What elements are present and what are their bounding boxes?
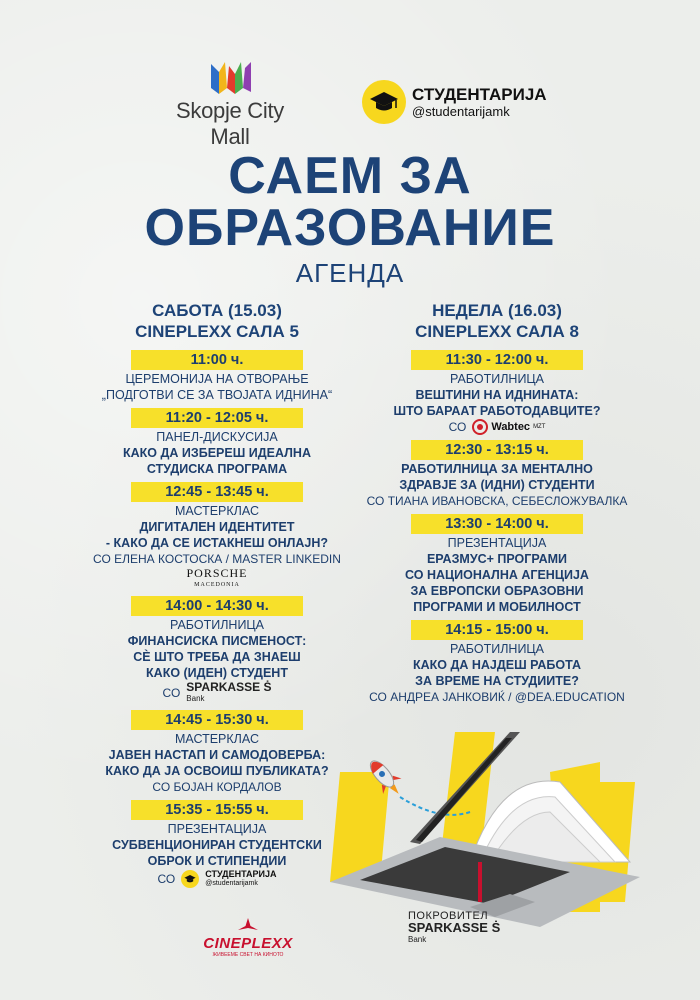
session-item — [352, 440, 642, 509]
session-time: 11:30 - 12:00 ч. — [411, 350, 583, 370]
with-prefix: СО — [448, 420, 467, 434]
venue-label: CINEPLEXX САЛА 5 — [135, 322, 299, 341]
wabtec-logo — [472, 419, 545, 435]
session-type: МАСТЕРКЛАС — [175, 732, 259, 746]
mall-name: Skopje City Mall — [176, 98, 284, 149]
session-title: ШТО БАРААТ РАБОТОДАВЦИТЕ? — [393, 404, 601, 418]
session-type: МАСТЕРКЛАС — [175, 504, 259, 518]
session-title: КАКО ДА НАЈДЕШ РАБОТА — [412, 658, 582, 672]
session-title: КАКО (ИДЕН) СТУДЕНТ — [146, 666, 288, 680]
logo-text: СТУДЕНТАРИЈА — [205, 869, 277, 879]
session-speaker: СО БОЈАН КОРДАЛОВ — [152, 780, 282, 794]
session-item — [352, 620, 642, 705]
porsche-macedonia-logo — [92, 567, 342, 591]
session-title: КАКО ДА ИЗБЕРЕШ ИДЕАЛНА — [123, 446, 311, 460]
sparkasse-logo-row — [92, 681, 342, 705]
logo-text: SPARKASSE — [186, 680, 261, 694]
session-time: 12:45 - 13:45 ч. — [131, 482, 303, 502]
day-column-saturday — [92, 300, 342, 894]
laptop-book-illustration — [320, 712, 650, 932]
session-time: 14:45 - 15:30 ч. — [131, 710, 303, 730]
session-item — [352, 350, 642, 435]
session-type: РАБОТИЛНИЦА — [169, 618, 265, 632]
with-prefix: СО — [162, 686, 181, 700]
cineplexx-star-icon — [236, 918, 260, 930]
logo-text: SPARKASSE — [408, 920, 488, 935]
cineplexx-text: CINEPLEXX — [203, 935, 293, 952]
session-item — [92, 710, 342, 795]
session-item — [92, 800, 342, 889]
session-type: РАБОТИЛНИЦА — [449, 642, 545, 656]
sparkasse-logo — [186, 681, 271, 705]
session-title: СУБВЕНЦИОНИРАН СТУДЕНТСКИ — [112, 838, 322, 852]
session-title: ЗА ВРЕМЕ НА СТУДИИТЕ? — [415, 674, 579, 688]
session-time: 13:30 - 14:00 ч. — [411, 514, 583, 534]
session-time: 14:15 - 15:00 ч. — [411, 620, 583, 640]
sparkasse-sponsor-logo — [408, 922, 500, 946]
session-title: КАКО ДА ЈА ОСВОИШ ПУБЛИКАТА? — [105, 764, 329, 778]
session-type: РАБОТИЛНИЦА — [449, 372, 545, 386]
session-title: ЈАВЕН НАСТАП И САМОДОВЕРБА: — [108, 748, 326, 762]
session-time: 14:00 - 14:30 ч. — [131, 596, 303, 616]
session-title: СÈ ШТО ТРЕБА ДА ЗНАЕШ — [133, 650, 301, 664]
sponsor-label: ПОКРОВИТЕЛ — [408, 910, 489, 922]
logo-text: Wabtec — [491, 421, 531, 433]
cineplexx-tagline: ЖИВЕЕМЕ СВЕТ НА КИНОТО — [212, 952, 284, 958]
wabtec-logo-row — [352, 419, 642, 435]
session-title: ДИГИТАЛЕН ИДЕНТИТЕТ — [139, 520, 295, 534]
session-title: ПРОГРАМИ И МОБИЛНОСТ — [413, 600, 581, 614]
session-type: ПРЕЗЕНТАЦИЈА — [167, 822, 267, 836]
page-title-line2: ОБРАЗОВАНИЕ — [144, 199, 556, 257]
page-title-line1: САЕМ ЗА — [228, 147, 472, 205]
session-title: ФИНАНСИСКА ПИСМЕНОСТ: — [127, 634, 307, 648]
session-time: 15:35 - 15:55 ч. — [131, 800, 303, 820]
graduation-cap-icon — [362, 80, 406, 124]
session-item — [92, 482, 342, 591]
session-title: „ПОДГОТВИ СЕ ЗА ТВОЈАТА ИДНИНА“ — [101, 388, 333, 402]
sparkasse-s-icon: Ṡ — [491, 920, 501, 935]
cineplexx-logo — [203, 917, 293, 958]
session-title: ОБРОК И СТИПЕНДИИ — [147, 854, 287, 868]
logo-subtext: MZT — [533, 424, 546, 430]
sponsor-block — [408, 910, 500, 946]
mall-colorful-mark-icon — [207, 58, 253, 96]
session-title: ВЕШТИНИ НА ИДНИНАТА: — [415, 388, 579, 402]
session-item — [92, 350, 342, 403]
logo-subtext: @studentarijamk — [205, 880, 258, 887]
logo-subtext: MACEDONIA — [194, 582, 240, 588]
sparkasse-s-icon: Ṡ — [263, 680, 272, 694]
logo-subtext: Bank — [186, 694, 205, 703]
session-title: СО НАЦИОНАЛНА АГЕНЦИЈА — [405, 568, 589, 582]
session-title: СТУДИСКА ПРОГРАМА — [146, 462, 288, 476]
session-speaker: СО АНДРЕА ЈАНКОВИЌ / @DEA.EDUCATION — [369, 690, 625, 704]
session-item — [92, 596, 342, 705]
partner-handle: @studentarijamk — [412, 103, 510, 119]
session-title: РАБОТИЛНИЦА ЗА МЕНТАЛНО — [401, 462, 593, 476]
session-type: ПАНЕЛ-ДИСКУСИЈА — [156, 430, 278, 444]
day-header — [92, 300, 342, 342]
session-title: ЗДРАВЈЕ ЗА (ИДНИ) СТУДЕНТИ — [399, 478, 595, 492]
session-time: 12:30 - 13:15 ч. — [411, 440, 583, 460]
studentarija-logo — [362, 80, 547, 124]
session-title: - КАКО ДА СЕ ИСТАКНЕШ ОНЛАЈН? — [105, 536, 329, 550]
logo-text: PORSCHE — [186, 566, 248, 580]
session-title: ЕРАЗМУС+ ПРОГРАМИ — [426, 552, 568, 566]
bookmark-ribbon — [478, 862, 482, 902]
with-prefix: СО — [157, 872, 176, 886]
session-time: 11:00 ч. — [131, 350, 303, 370]
session-item — [92, 408, 342, 477]
wabtec-circle-icon — [472, 419, 488, 435]
page-subtitle: АГЕНДА — [295, 258, 405, 288]
session-speaker: СО ЕЛЕНА КОСТОСКА / MASTER LINKEDIN — [93, 552, 341, 566]
day-header — [352, 300, 642, 342]
studentarija-small-logo-row — [92, 869, 342, 889]
day-label: САБОТА (15.03) — [152, 301, 282, 320]
graduation-cap-icon — [181, 870, 199, 888]
session-item — [352, 514, 642, 615]
studentarija-small-logo — [205, 869, 276, 889]
venue-label: CINEPLEXX САЛА 8 — [415, 322, 579, 341]
session-time: 11:20 - 12:05 ч. — [131, 408, 303, 428]
session-type: ПРЕЗЕНТАЦИЈА — [447, 536, 547, 550]
session-speaker: СО ТИАНА ИВАНОВСКА, СЕБЕСЛОЖУВАЛКА — [366, 494, 628, 508]
session-type: ЦЕРЕМОНИЈА НА ОТВОРАЊЕ — [125, 372, 309, 386]
partner-name: СТУДЕНТАРИЈА — [412, 84, 547, 104]
day-column-sunday — [352, 300, 642, 710]
day-label: НЕДЕЛА (16.03) — [432, 301, 562, 320]
session-title: ЗА ЕВРОПСКИ ОБРАЗОВНИ — [410, 584, 584, 598]
logo-subtext: Bank — [408, 935, 427, 944]
skopje-city-mall-logo — [160, 58, 300, 150]
